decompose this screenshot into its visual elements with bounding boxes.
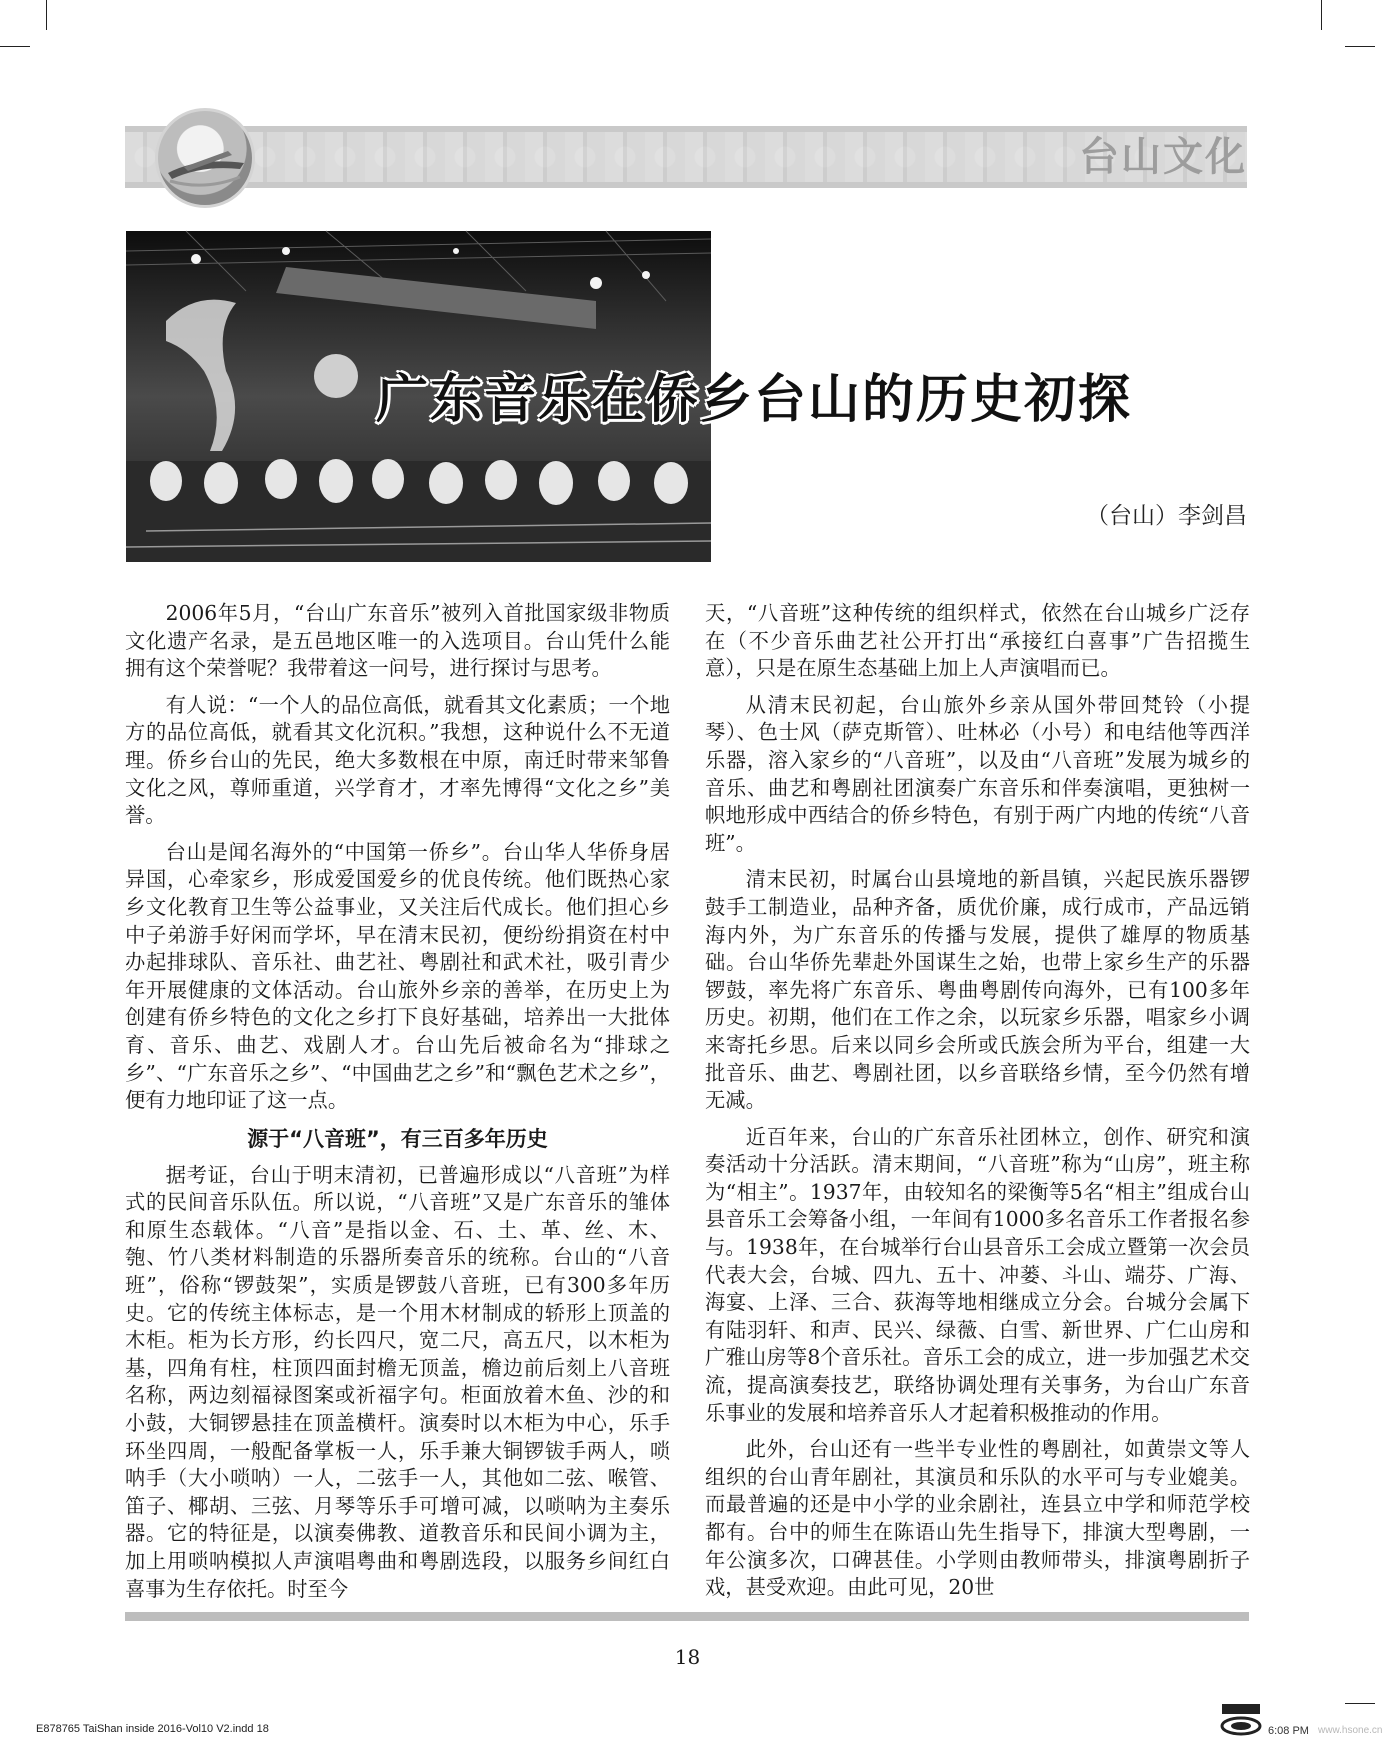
crop-mark [0, 46, 30, 47]
crop-mark [1321, 0, 1322, 30]
crop-mark [1345, 46, 1375, 47]
watermark: www.hsone.cn [1318, 1725, 1382, 1736]
publisher-logo [1220, 1702, 1262, 1736]
body-paragraph: 台山是闻名海外的“中国第一侨乡”。台山华人华侨身居异国，心牵家乡，形成爱国爱乡的优良传统。他们既热心家乡文化教育卫生等公益事业，又关注后代成长。他们担心乡中子弟游手好闲而学坏，早在清末民初，便纷纷捐资在村中办起排球队、音乐社、曲艺社、粤剧社和武术社，吸引青少年开展健康的文体活动。台山旅外乡亲的善举，在历史上为创建有侨乡特色的文化之乡打下良好基础，培养出一大批体育、音乐、曲艺、戏剧人才。台山先后被命名为“排球之乡”、“广东音乐之乡”、“中国曲艺之乡”和“飘色艺术之乡”，便有力地印证了这一点。 [125, 839, 670, 1113]
body-paragraph: 有人说：“一个人的品位高低，就看其文化素质；一个地方的品位高低，就看其文化沉积。”我想，这种说什么不无道理。侨乡台山的先民，绝大多数根在中原，南迁时带来邹鲁文化之风，尊师重道，兴学育才，才率先博得“文化之乡”美誉。 [125, 692, 670, 828]
body-paragraph: 清末民初，时属台山县境地的新昌镇，兴起民族乐器锣鼓手工制造业，品种齐备，质优价廉，成行成市，产品远销海内外，为广东音乐的传播与发展，提供了雄厚的物质基础。台山华侨先辈赴外国谋生之始，也带上家乡生产的乐器锣鼓，率先将广东音乐、粤曲粤剧传向海外，已有100多年历史。初期，他们在工作之余，以玩家乡乐器，唱家乡小调来寄托乡思。后来以同乡会所或氏族会所为平台，组建一大批音乐、曲艺、粤剧社团，以乡音联络乡情，至今仍然有增无减。 [705, 867, 1250, 1113]
header-medallion-image [155, 108, 255, 208]
page-number: 18 [674, 1645, 701, 1669]
article-column-right [705, 600, 1250, 1610]
body-paragraph: 从清末民初起，台山旅外乡亲从国外带回梵铃（小提琴）、色士风（萨克斯管）、吐林必（小号）和电结他等西洋乐器，溶入家乡的“八音班”，以及由“八音班”发展为城乡的音乐、曲艺和粤剧社团演奏广东音乐和伴奏演唱，更独树一帜地形成中西结合的侨乡特色，有别于两广内地的传统“八音班”。 [705, 692, 1250, 855]
crop-mark [1345, 1703, 1375, 1704]
article-title: 广东音乐在侨乡台山的历史初探 [376, 370, 1133, 430]
crop-mark [46, 0, 47, 30]
section-subheading: 源于“八音班”，有三百多年历史 [247, 1126, 548, 1151]
body-paragraph: 近百年来，台山的广东音乐社团林立，创作、研究和演奏活动十分活跃。清末期间，“八音班”称为“山房”，班主称为“相主”。1937年，由较知名的梁衡等5名“相主”组成台山县音乐工会筹备小组，一年间有1000多名音乐工作者报名参与。1938年，在台城举行台山县音乐工会成立暨第一次会员代表大会，台城、四九、五十、冲蒌、斗山、端芬、广海、海宴、上泽、三合、荻海等地相继成立分会。台城分会属下有陆羽轩、和声、民兴、绿薇、白雪、新世界、广仁山房和广雅山房等8个音乐社。音乐工会的成立，进一步加强艺术交流，提高演奏技艺，联络协调处理有关事务，为台山广东音乐事业的发展和培养音乐人才起着积极推动的作用。 [705, 1124, 1250, 1425]
print-slug: E878765 TaiShan inside 2016-Vol10 V2.indd 18 [36, 1723, 269, 1735]
body-paragraph: 2006年5月，“台山广东音乐”被列入首批国家级非物质文化遗产名录，是五邑地区唯一的入选项目。台山凭什么能拥有这个荣誉呢？我带着这一问号，进行探讨与思考。 [125, 601, 670, 681]
body-paragraph: 据考证，台山于明末清初，已普遍形成以“八音班”为样式的民间音乐队伍。所以说，“八音班”又是广东音乐的雏体和原生态载体。“八音”是指以金、石、土、革、丝、木、匏、竹八类材料制造的乐器所奏音乐的统称。台山的“八音班”，俗称“锣鼓架”，实质是锣鼓八音班，已有300多年历史。它的传统主体标志，是一个用木材制成的轿形上顶盖的木柜。柜为长方形，约长四尺，宽二尺，高五尺，以木柜为基，四角有柱，柱顶四面封檐无顶盖，檐边前后刻上八音班名称，两边刻福禄图案或祈福字句。柜面放着木鱼、沙的和小鼓，大铜锣悬挂在顶盖横杆。演奏时以木柜为中心，乐手环坐四周，一般配备掌板一人，乐手兼大铜锣钹手两人，唢呐手（大小唢呐）一人，二弦手一人，其他如二弦、喉管、笛子、椰胡、三弦、月琴等乐手可增可减，以唢呐为主奏乐器。它的特征是，以演奏佛教、道教音乐和民间小调为主，加上用唢呐模拟人声演唱粤曲和粤剧选段，以服务乡间红白喜事为生存依托。时至今 [125, 1162, 670, 1601]
article-column-left [125, 600, 670, 1610]
body-paragraph-continued: 天，“八音班”这种传统的组织样式，依然在台山城乡广泛存在（不少音乐曲艺社公开打出“承接红白喜事”广告招揽生意），只是在原生态基础上加上人声演唱而已。 [705, 601, 1250, 681]
section-title: 台山文化 [1079, 134, 1247, 180]
print-slug-time: 6:08 PM [1268, 1725, 1309, 1737]
body-paragraph: 此外，台山还有一些半专业性的粤剧社，如黄崇文等人组织的台山青年剧社，其演员和乐队的水平可与专业媲美。而最普遍的还是中小学的业余剧社，连县立中学和师范学校都有。台中的师生在陈语山先生指导下，排演大型粤剧，一年公演多次，口碑甚佳。小学则由教师带头，排演粤剧折子戏，甚受欢迎。由此可见，20世 [705, 1437, 1250, 1600]
byline: （台山）李剑昌 [1086, 503, 1247, 529]
footer-rule [125, 1612, 1249, 1621]
